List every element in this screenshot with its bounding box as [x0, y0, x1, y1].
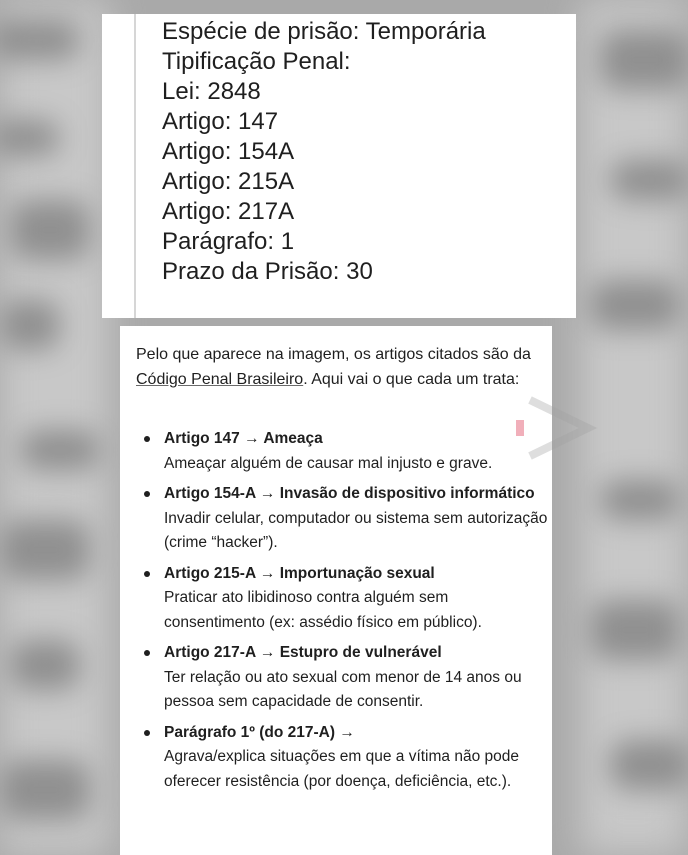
doc-line: Prazo da Prisão: 30: [162, 258, 373, 285]
doc-line: Parágrafo: 1: [162, 228, 295, 255]
item-description: Praticar ato libidinoso contra alguém sem consentimento (ex: assédio físico em público).: [164, 589, 482, 631]
doc-line: Artigo: 217A: [162, 198, 295, 225]
bullet-icon: [144, 730, 150, 736]
codigo-penal-link[interactable]: Código Penal Brasileiro: [136, 371, 304, 388]
item-description: Ameaçar alguém de causar mal injusto e grave.: [164, 454, 493, 472]
item-description: Agrava/explica situações em que a vítima não pode oferecer resistência (por doença, deficiência, etc.).: [164, 748, 519, 790]
doc-line: Artigo: 147: [162, 108, 279, 135]
list-item: [144, 562, 548, 636]
doc-line: Artigo: 154A: [162, 138, 295, 165]
list-item: [144, 482, 548, 556]
quote-rule: [134, 14, 136, 318]
list-item: [144, 427, 548, 476]
bullet-icon: [144, 436, 150, 442]
list-item: [144, 721, 548, 795]
articles-list: [144, 427, 548, 800]
intro-paragraph: [136, 342, 544, 392]
bullet-icon: [144, 571, 150, 577]
document-lines: [162, 17, 486, 287]
intro-text: Pelo que aparece na imagem, os artigos citados são da: [136, 346, 531, 363]
bullet-icon: [144, 650, 150, 656]
item-description: Invadir celular, computador ou sistema sem autorização (crime “hacker”).: [164, 509, 548, 551]
bullet-icon: [144, 491, 150, 497]
item-heading: Artigo 217-A → Estupro de vulnerável: [164, 644, 442, 661]
doc-line: Tipificação Penal:: [162, 48, 351, 75]
doc-line: Artigo: 215A: [162, 168, 295, 195]
doc-line: Espécie de prisão: Temporária: [162, 18, 486, 45]
item-heading: Artigo 154-A → Invasão de dispositivo informático: [164, 485, 535, 502]
item-heading: Artigo 215-A → Importunação sexual: [164, 564, 435, 582]
chat-response-card: [120, 326, 552, 855]
doc-line: Lei: 2848: [162, 78, 261, 105]
item-heading: Artigo 147 → Ameaça: [164, 430, 323, 447]
document-excerpt-card: [102, 14, 576, 318]
item-heading: Parágrafo 1º (do 217-A) →: [164, 723, 355, 741]
item-description: Ter relação ou ato sexual com menor de 14 anos ou pessoa sem capacidade de consentir.: [164, 668, 522, 710]
list-item: [144, 641, 548, 715]
intro-text-end: . Aqui vai o que cada um trata:: [303, 371, 520, 388]
